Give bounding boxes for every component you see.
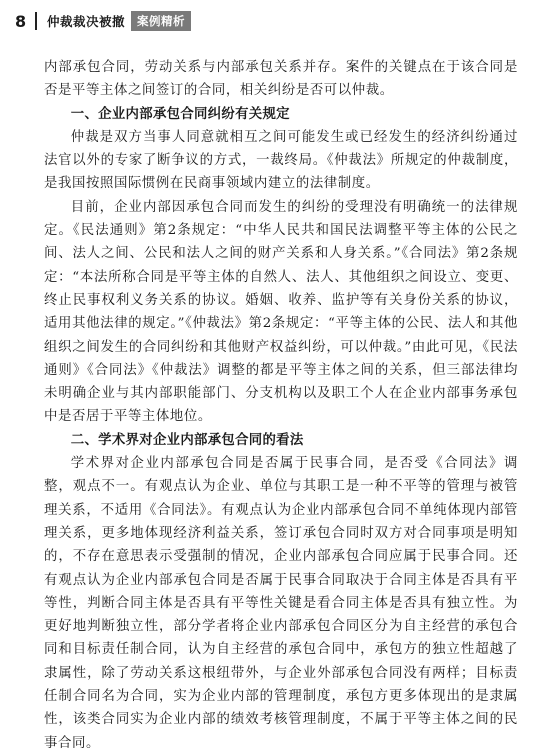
paragraph-3: 学术界对企业内部承包合同是否属于民事合同，是否受《合同法》调整，观点不一。有观点认为企业、单位与其职工是一种不平等的管理与被管理关系，不适用《合同法》。有观点认为企业内部承包合同不单纯体现内部管理关系，更多地体现经济利益关系，签订承包合同时双方对合同事项是明知的，不存在意思表示受强制的情况，企业内部承包合同应属于民事合同。还有观点认为企业内部承包合同是否属于民事合同取决于合同主体是否具有平等性，判断合同主体是否具有平等性关键是看合同主体是否具有独立性。为更好地判断独立性，部分学者将企业内部承包合同区分为自主经营的承包合同和目标责任制合同，认为自主经营的承包合同中，承包方的独立性超越了隶属性，除了劳动关系这根纽带外，与企业外部承包合同没有两样；目标责任制合同名为合同，实为企业内部的管理制度，承包方更多体现出的是隶属性，该类合同实为企业内部的绩效考核管理制度，不属于平等主体之间的民事合同。	[44, 456, 518, 751]
header-divider	[35, 12, 37, 30]
paragraph-2: 目前，企业内部因承包合同而发生的纠纷的受理没有明确统一的法律规定。《民法通则》第2条规定：“中华人民共和国民法调整平等主体的公民之间、法人之间、公民和法人之间的财产关系和人身关系。”《合同法》第2条规定：“本法所称合同是平等主体的自然人、法人、其他组织之间设立、变更、终止民事权利义务关系的协议。婚姻、收养、监护等有关身份关系的协议，适用其他法律的规定。”《仲裁法》第2条规定：“平等主体的公民、法人和其他组织之间发生的合同纠纷和其他财产权益纠纷，可以仲裁。”由此可见，《民法通则》《合同法》《仲裁法》调整的都是平等主体之间的关系，但三部法律均未明确企业与其内部职能部门、分支机构以及职工个人在企业内部事务承包中是否居于平等主体地位。	[44, 199, 518, 425]
page-header	[14, 10, 191, 32]
section-tag: 案例精析	[131, 11, 191, 31]
section-heading-2: 二、学术界对企业内部承包合同的看法	[70, 432, 304, 448]
intro-paragraph: 内部承包合同，劳动关系与内部承包关系并存。案件的关键点在于该合同是否是平等主体之间签订的合同，相关纠纷是否可以仲裁。	[44, 60, 518, 99]
page-body	[44, 56, 518, 755]
book-title: 仲裁裁决被撤	[47, 14, 126, 29]
page-number: 8	[15, 11, 27, 31]
section-heading-1: 一、企业内部承包合同纠纷有关规定	[70, 106, 290, 122]
paragraph-1: 仲裁是双方当事人同意就相互之间可能发生或已经发生的经济纠纷通过法官以外的专家了断争议的方式，一裁终局。《仲裁法》所规定的仲裁制度，是我国按照国际惯例在民商事领域内建立的法律制度。	[44, 129, 518, 192]
